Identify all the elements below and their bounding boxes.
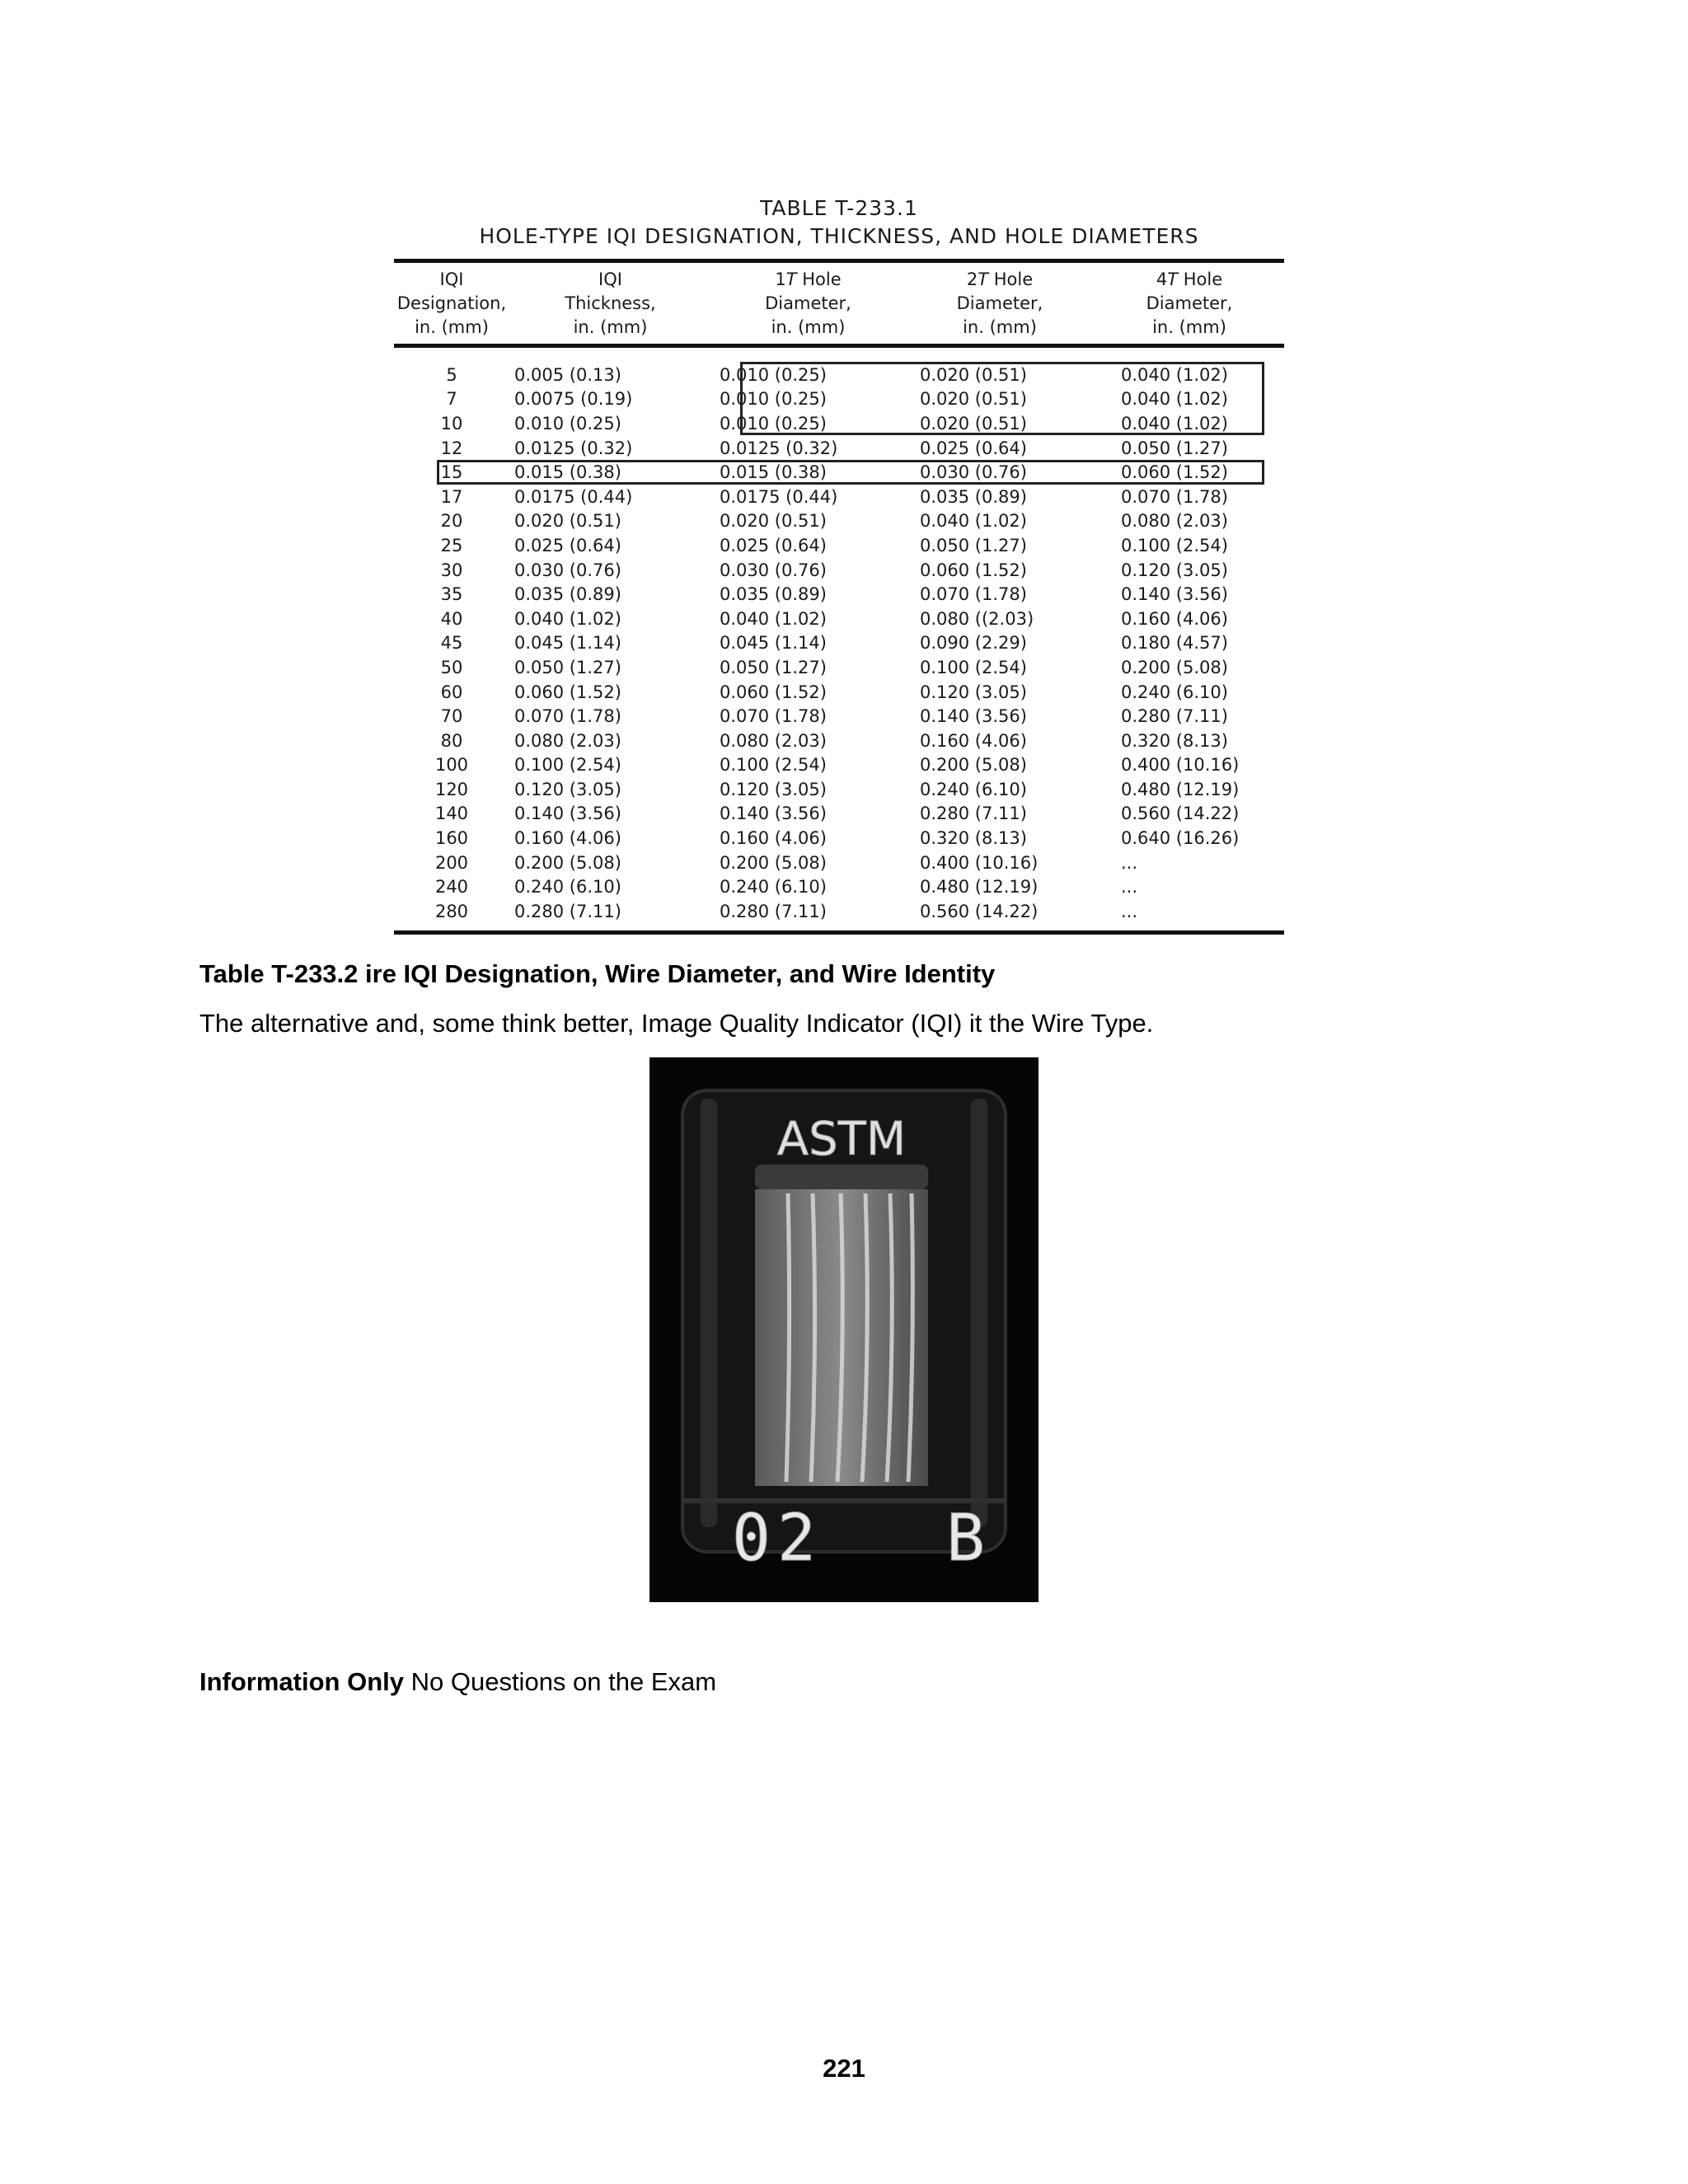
table-cell: 0.010 (0.25): [720, 389, 827, 410]
table-cell: 0.0075 (0.19): [514, 389, 633, 410]
table-row: [394, 460, 1284, 485]
table-cell: 0.020 (0.51): [514, 511, 621, 532]
table-row: [394, 826, 1284, 851]
table-cell: 0.280 (7.11): [514, 901, 621, 921]
table-cell: 0.160 (4.06): [514, 828, 621, 849]
table-cell: 0.280 (7.11): [1121, 706, 1228, 727]
table-cell: 100: [434, 755, 469, 776]
table-cell: 50: [440, 657, 463, 677]
table-cell: 0.0125 (0.32): [720, 438, 838, 458]
table-cell: 0.020 (0.51): [920, 413, 1027, 434]
table-row: [394, 802, 1284, 827]
table-subtitle: HOLE-TYPE IQI DESIGNATION, THICKNESS, AND HOLE DIAMETERS: [479, 224, 1199, 248]
table-row: [394, 387, 1284, 412]
table-cell: 0.060 (1.52): [920, 560, 1027, 580]
iqi-bottom-left-label: 02: [732, 1502, 823, 1576]
table-cell: 0.080 (2.03): [720, 730, 827, 751]
table-cell: 0.240 (6.10): [720, 877, 827, 898]
table-cell: 12: [440, 438, 463, 458]
table-cell: 0.045 (1.14): [514, 633, 621, 654]
table-cell: 0.400 (10.16): [1121, 755, 1240, 776]
header-iqi-designation: IQI Designation, in. (mm): [396, 269, 507, 337]
table-row: [394, 485, 1284, 509]
table-cell: 0.060 (1.52): [514, 682, 621, 702]
table-row: [394, 704, 1284, 729]
table-cell: ...: [1121, 901, 1138, 921]
table-row: [394, 874, 1284, 899]
table-cell: 0.400 (10.16): [920, 852, 1039, 873]
table-cell: 7: [446, 389, 457, 410]
table-cell: 0.320 (8.13): [920, 828, 1027, 849]
page-number: 221: [823, 2054, 865, 2083]
table-cell: 0.320 (8.13): [1121, 730, 1228, 751]
table-cell: 0.100 (2.54): [720, 755, 827, 776]
table-cell: 0.200 (5.08): [720, 852, 827, 873]
table-cell: 0.160 (4.06): [720, 828, 827, 849]
table-cell: 0.010 (0.25): [514, 413, 621, 434]
table-cell: 0.025 (0.64): [514, 535, 621, 555]
table-row: [394, 753, 1284, 778]
table-row: [394, 851, 1284, 875]
table-cell: 0.140 (3.56): [720, 804, 827, 824]
table-cell: 0.560 (14.22): [920, 901, 1039, 921]
table-cell: 0.140 (3.56): [920, 706, 1027, 727]
table-cell: 200: [434, 852, 469, 873]
table-cell: 0.480 (12.19): [1121, 779, 1240, 799]
table-cell: 0.050 (1.27): [920, 535, 1027, 555]
hole-type-iqi-table: [394, 194, 1284, 935]
table-cell: 0.180 (4.57): [1121, 633, 1228, 654]
table-cell: 25: [440, 535, 463, 555]
table-cell: 40: [440, 608, 463, 629]
table-cell: 0.080 ((2.03): [920, 608, 1034, 629]
table-cell: 0.030 (0.76): [720, 560, 827, 580]
header-2t-hole: 2T Hole Diameter, in. (mm): [956, 269, 1043, 337]
table-cell: ...: [1121, 852, 1138, 873]
iqi-top-label: ASTM: [776, 1113, 907, 1166]
table-cell: 0.010 (0.25): [720, 364, 827, 385]
table-row: [394, 363, 1284, 387]
table-cell: 0.100 (2.54): [1121, 535, 1228, 555]
table-cell: 140: [434, 804, 469, 824]
table-cell: 45: [440, 633, 463, 654]
table-cell: 0.020 (0.51): [920, 364, 1027, 385]
table-cell: 0.200 (5.08): [1121, 657, 1228, 677]
table-cell: 0.070 (1.78): [514, 706, 621, 727]
table-title: TABLE T-233.1: [760, 196, 918, 220]
table-body: [394, 348, 1284, 930]
table-cell: 0.480 (12.19): [920, 877, 1039, 898]
table-row: [394, 777, 1284, 802]
table-cell: 0.035 (0.89): [720, 584, 827, 605]
table-cell: 0.0125 (0.32): [514, 438, 633, 458]
table-cell: 0.120 (3.05): [720, 779, 827, 799]
table-cell: 0.140 (3.56): [1121, 584, 1228, 605]
table-cell: 0.240 (6.10): [920, 779, 1027, 799]
table-cell: 0.0175 (0.44): [720, 486, 838, 507]
table-cell: 0.020 (0.51): [920, 389, 1027, 410]
table-cell: 0.200 (5.08): [514, 852, 621, 873]
table-cell: 0.640 (16.26): [1121, 828, 1240, 849]
info-note-rest: No Questions on the Exam: [404, 1667, 717, 1696]
table-cell: 0.070 (1.78): [720, 706, 827, 727]
table-cell: 0.020 (0.51): [720, 511, 827, 532]
table-header: [394, 263, 1284, 344]
table-cell: 0.120 (3.05): [1121, 560, 1228, 580]
header-iqi-thickness: IQI Thickness, in. (mm): [565, 269, 656, 337]
header-4t-hole: 4T Hole Diameter, in. (mm): [1146, 269, 1233, 337]
table-cell: ...: [1121, 877, 1138, 898]
table-cell: 0.050 (1.27): [514, 657, 621, 677]
table-cell: 15: [440, 462, 463, 483]
table-cell: 0.050 (1.27): [720, 657, 827, 677]
table-cell: 0.280 (7.11): [720, 901, 827, 921]
table-cell: 0.200 (5.08): [920, 755, 1027, 776]
table-cell: 0.025 (0.64): [920, 438, 1027, 458]
table-row: [394, 509, 1284, 534]
table-cell: 0.040 (1.02): [1121, 364, 1228, 385]
table-row: [394, 533, 1284, 558]
table-cell: 35: [440, 584, 463, 605]
table-cell: 240: [434, 877, 469, 898]
table-row: [394, 582, 1284, 607]
table-cell: 0.005 (0.13): [514, 364, 621, 385]
table-cell: 0.160 (4.06): [1121, 608, 1228, 629]
table-cell: 0.0175 (0.44): [514, 486, 633, 507]
table-cell: 120: [434, 779, 469, 799]
table-cell: 0.040 (1.02): [720, 608, 827, 629]
table-cell: 0.035 (0.89): [920, 486, 1027, 507]
iqi-bottom-right-label: B: [946, 1502, 985, 1576]
table-cell: 0.120 (3.05): [920, 682, 1027, 702]
table-cell: 0.080 (2.03): [514, 730, 621, 751]
section-heading: Table T-233.2 ire IQI Designation, Wire Diameter, and Wire Identity: [199, 959, 996, 988]
table-cell: 80: [440, 730, 463, 751]
info-note-bold: Information Only: [199, 1667, 404, 1696]
table-cell: 0.240 (6.10): [514, 877, 621, 898]
table-row: [394, 655, 1284, 680]
table-cell: 0.070 (1.78): [1121, 486, 1228, 507]
table-row: [394, 899, 1284, 924]
table-row: [394, 558, 1284, 583]
table-row: [394, 680, 1284, 705]
table-cell: 0.100 (2.54): [920, 657, 1027, 677]
table-cell: 0.050 (1.27): [1121, 438, 1228, 458]
table-cell: 17: [440, 486, 463, 507]
table-row: [394, 411, 1284, 436]
table-cell: 0.280 (7.11): [920, 804, 1027, 824]
table-bottom-rule: [394, 930, 1284, 935]
table-cell: 0.070 (1.78): [920, 584, 1027, 605]
table-cell: 0.560 (14.22): [1121, 804, 1240, 824]
table-cell: 0.040 (1.02): [1121, 413, 1228, 434]
table-cell: 0.010 (0.25): [720, 413, 827, 434]
table-cell: 0.025 (0.64): [720, 535, 827, 555]
table-cell: 0.015 (0.38): [514, 462, 621, 483]
table-cell: 5: [446, 364, 457, 385]
table-cell: 0.120 (3.05): [514, 779, 621, 799]
table-cell: 160: [434, 828, 469, 849]
table-cell: 0.030 (0.76): [920, 462, 1027, 483]
table-cell: 280: [434, 901, 469, 921]
table-cell: 0.045 (1.14): [720, 633, 827, 654]
table-cell: 20: [440, 511, 463, 532]
table-row: [394, 607, 1284, 631]
table-row: [394, 631, 1284, 656]
table-row: [394, 729, 1284, 753]
table-cell: 0.030 (0.76): [514, 560, 621, 580]
table-cell: 0.060 (1.52): [720, 682, 827, 702]
table-cell: 10: [440, 413, 463, 434]
table-cell: 0.015 (0.38): [720, 462, 827, 483]
table-cell: 0.040 (1.02): [514, 608, 621, 629]
wire-iqi-photo: [649, 1057, 1039, 1602]
info-note: [199, 1667, 716, 1697]
table-cell: 30: [440, 560, 463, 580]
table-row: [394, 436, 1284, 461]
table-cell: 0.080 (2.03): [1121, 511, 1228, 532]
table-cell: 0.035 (0.89): [514, 584, 621, 605]
table-cell: 70: [440, 706, 463, 727]
table-cell: 0.100 (2.54): [514, 755, 621, 776]
header-1t-hole: 1T Hole Diameter, in. (mm): [765, 269, 851, 337]
table-cell: 60: [440, 682, 463, 702]
table-cell: 0.090 (2.29): [920, 633, 1027, 654]
body-paragraph: The alternative and, some think better, Image Quality Indicator (IQI) it the Wire Type.: [199, 1009, 1154, 1038]
table-cell: 0.140 (3.56): [514, 804, 621, 824]
table-cell: 0.240 (6.10): [1121, 682, 1228, 702]
table-cell: 0.040 (1.02): [920, 511, 1027, 532]
table-cell: 0.060 (1.52): [1121, 462, 1228, 483]
table-cell: 0.160 (4.06): [920, 730, 1027, 751]
table-cell: 0.040 (1.02): [1121, 389, 1228, 410]
